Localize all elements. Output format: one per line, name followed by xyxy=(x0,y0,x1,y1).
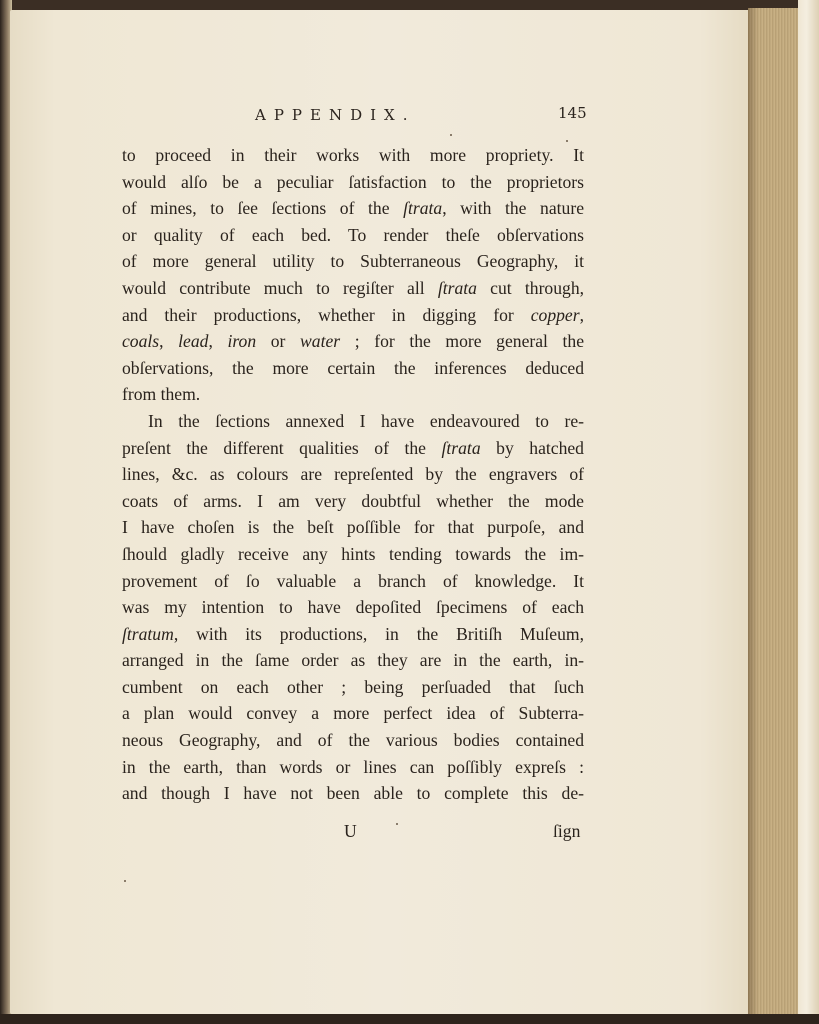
text-line: preſent the different qualities of the ſtrata by hatched xyxy=(122,437,584,458)
gutter-shadow xyxy=(748,8,758,1016)
page-number: 145 xyxy=(558,104,587,122)
scan-background-bottom xyxy=(0,1014,819,1024)
paper-speck xyxy=(566,140,568,142)
text-line: would contribute much to regiſter all ſtrata cut through, xyxy=(122,277,585,298)
catchword: ſign xyxy=(553,821,581,841)
text-line: from them. xyxy=(122,384,201,405)
text-line: to proceed in their works with more propriety. It xyxy=(122,145,584,165)
scan-background-top xyxy=(0,0,819,10)
text-line: arranged in the ſame order as they are in the earth, in- xyxy=(122,650,584,671)
text-line: I have choſen is the beſt poſſible for that purpoſe, and xyxy=(122,517,584,538)
text-line: coats of arms. I am very doubtful whether the mode xyxy=(122,490,584,511)
text-line: cumbent on each other ; being perſuaded that ſuch xyxy=(122,676,584,697)
text-line: in the earth, than words or lines can poſſibly expreſs : xyxy=(122,756,584,777)
text-line: was my intention to have depoſited ſpecimens of each xyxy=(122,597,584,618)
text-line: of mines, to ſee ſections of the ſtrata, with the nature xyxy=(122,198,585,219)
text-line: of more general utility to Subterraneous Geography, it xyxy=(122,251,584,272)
text-line: would alſo be a peculiar ſatisfaction to the proprietors xyxy=(122,171,584,192)
text-line: coals, lead, iron or water ; for the more general the xyxy=(122,331,585,352)
text-line: a plan would convey a more perfect idea of Subterra- xyxy=(122,703,584,724)
book-cover-edge xyxy=(798,0,819,1024)
text-line: lines, &c. as colours are repreſented by the engravers of xyxy=(122,464,584,485)
body-text xyxy=(122,142,584,807)
signature-mark: U xyxy=(344,821,357,841)
text-line: or quality of each bed. To render theſe obſervations xyxy=(122,224,584,245)
text-line: and though I have not been able to complete this de- xyxy=(122,783,584,804)
text-line: ſhould gladly receive any hints tending towards the im- xyxy=(122,543,584,564)
running-head: APPENDIX. xyxy=(255,106,416,124)
text-line: In the ſections annexed I have endeavoured to re- xyxy=(148,410,584,431)
text-line: neous Geography, and of the various bodies contained xyxy=(122,730,584,751)
text-line: and their productions, whether in digging for copper, xyxy=(122,304,584,325)
paper-speck xyxy=(124,880,126,882)
paper-speck xyxy=(450,134,452,136)
text-line: ſtratum, with its productions, in the Britiſh Muſeum, xyxy=(122,623,584,644)
text-line: provement of ſo valuable a branch of knowledge. It xyxy=(122,570,584,591)
paper-speck xyxy=(396,823,398,825)
text-line: obſervations, the more certain the inferences deduced xyxy=(122,357,584,378)
